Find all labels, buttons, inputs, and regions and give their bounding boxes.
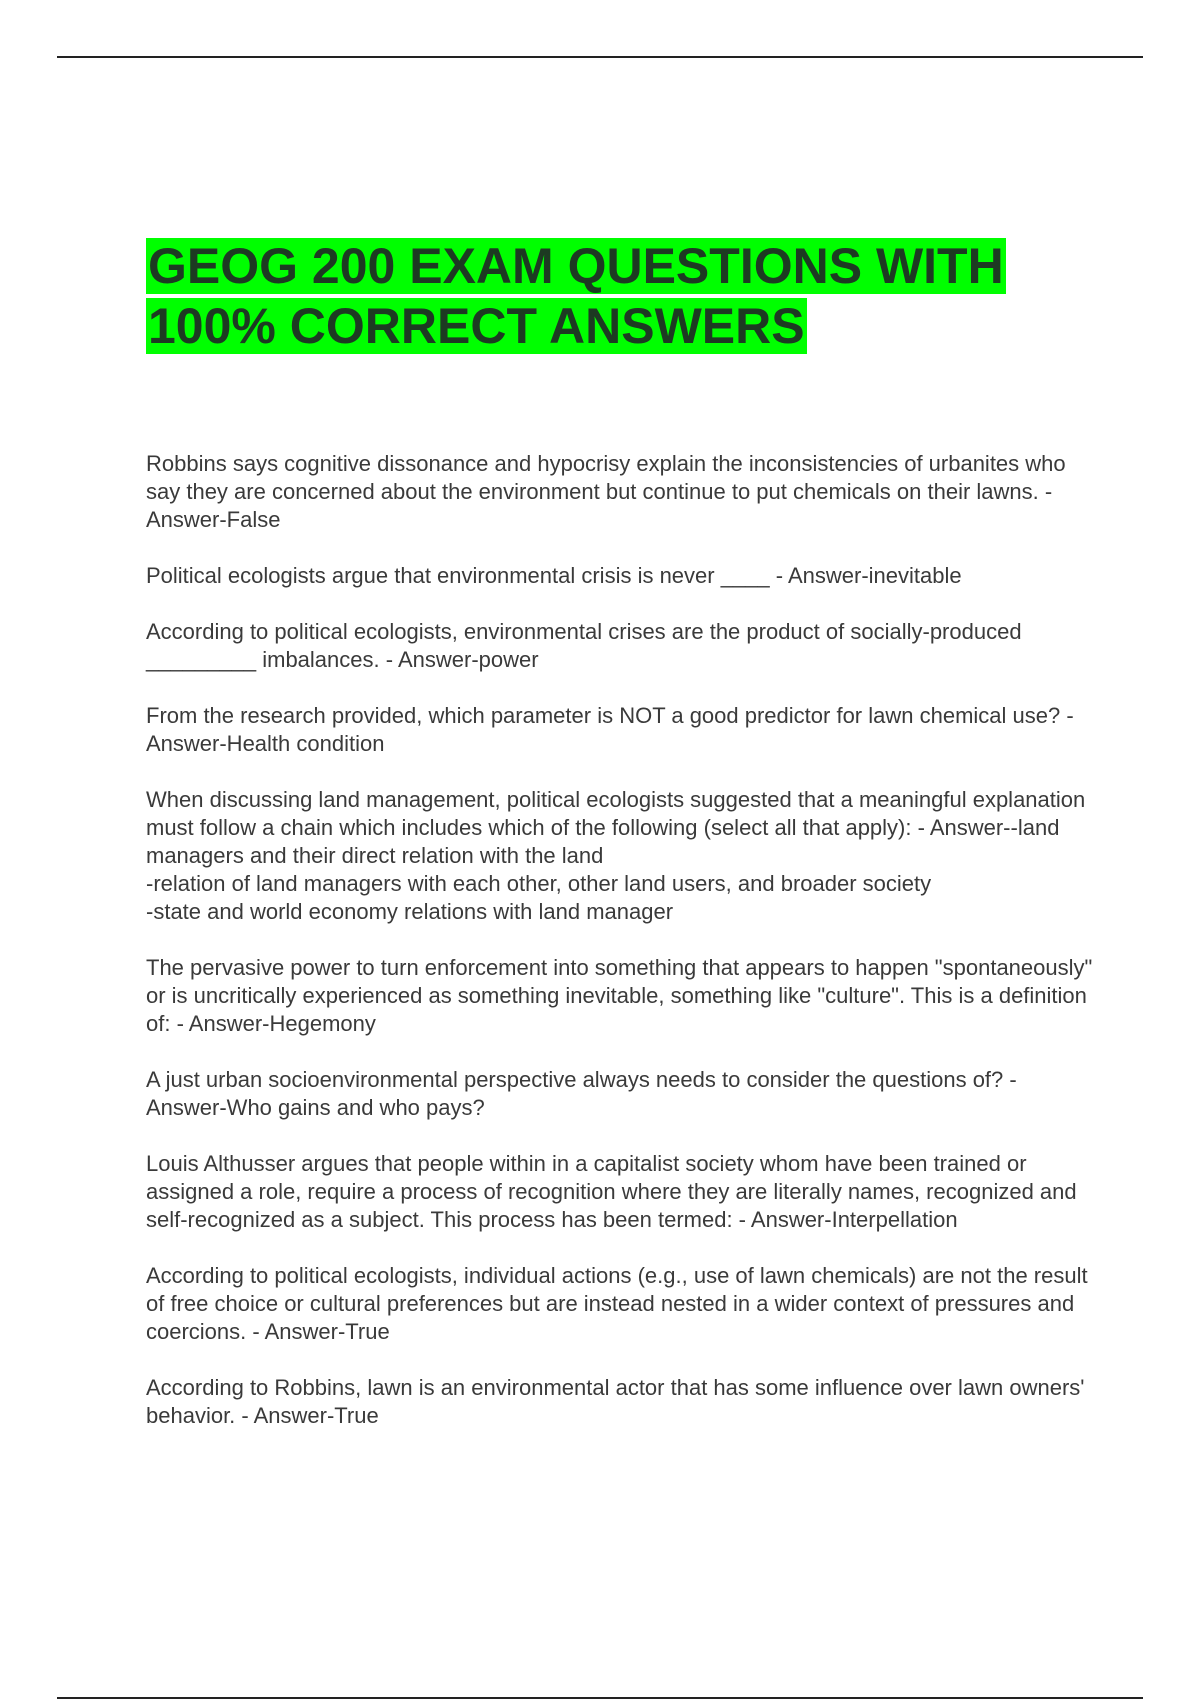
qa-item-5: When discussing land management, political ecologists suggested that a meaningful explanation must follow a chain which includes which of the following (select all that apply): - Answer--land managers and their direct relation with the land -relation of land managers with each other, other land users, and broader society -state and world economy relations with land manager [146,787,1086,924]
bottom-rule [57,1697,1143,1699]
qa-item-9: According to political ecologists, individual actions (e.g., use of lawn chemicals) are not the result of free choice or cultural preferences but are instead nested in a wider context of pressures and coercions. - Answer-True [146,1263,1088,1344]
qa-item-7: A just urban socioenvironmental perspective always needs to consider the questions of? - Answer-Who gains and who pays? [146,1067,1017,1120]
qa-item-8: Louis Althusser argues that people within in a capitalist society whom have been trained or assigned a role, require a process of recognition where they are literally names, recognized and self-recognized as a subject. This process has been termed: - Answer-Interpellation [146,1151,1077,1232]
qa-item-6: The pervasive power to turn enforcement into something that appears to happen "spontaneously" or is uncritically experienced as something inevitable, something like "culture". This is a definition of: - Answer-Hegemony [146,955,1093,1036]
qa-item-10: According to Robbins, lawn is an environmental actor that has some influence over lawn owners' behavior. - Answer-True [146,1375,1085,1428]
top-rule [57,56,1143,58]
qa-list [146,450,1096,1458]
qa-item-4: From the research provided, which parameter is NOT a good predictor for lawn chemical use? - Answer-Health condition [146,703,1074,756]
document-title [146,236,1106,356]
qa-item-3: According to political ecologists, environmental crises are the product of socially-produced _________ imbalances. - Answer-power [146,619,1022,672]
title-highlight: GEOG 200 EXAM QUESTIONS WITH 100% CORRECT ANSWERS [148,238,1004,354]
qa-item-2: Political ecologists argue that environmental crisis is never ____ - Answer-inevitable [146,563,962,588]
qa-item-1: Robbins says cognitive dissonance and hypocrisy explain the inconsistencies of urbanites who say they are concerned about the environment but continue to put chemicals on their lawns. - Answer-False [146,451,1066,532]
